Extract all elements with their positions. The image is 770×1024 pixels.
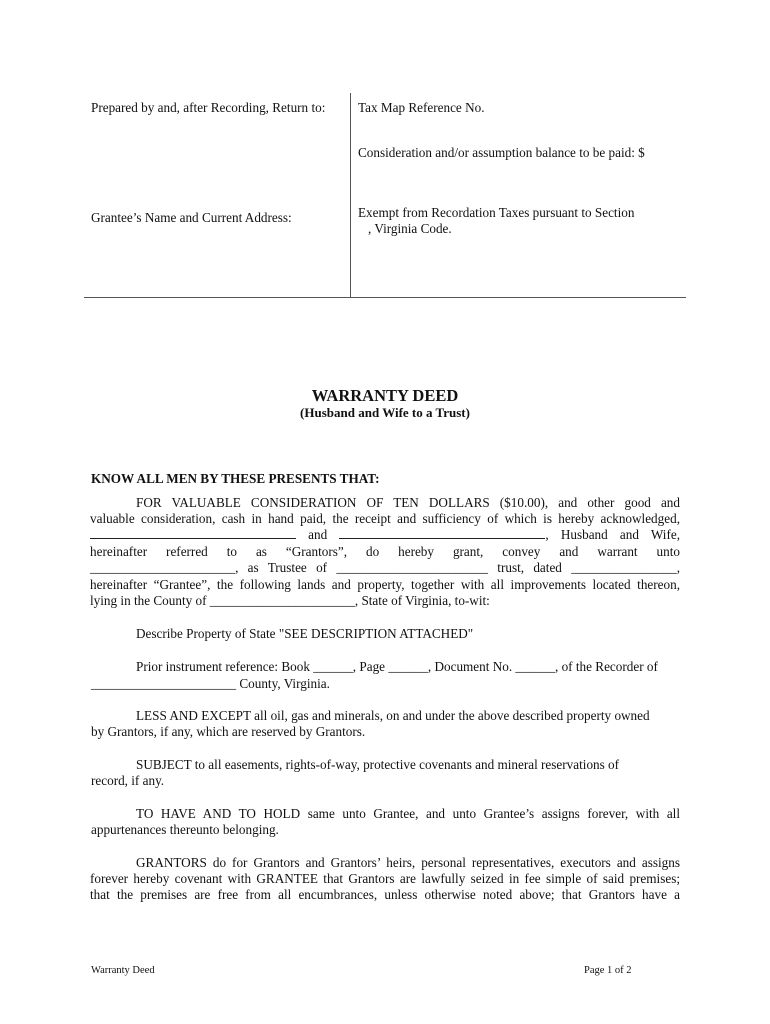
grantors-line3: that the premises are free from all encumbrances, unless otherwise noted above; that Grantors have a	[90, 887, 680, 902]
p1-line3	[90, 527, 680, 543]
to-have-line1: TO HAVE AND TO HOLD same unto Grantee, and unto Grantee’s assigns forever, with all	[136, 806, 680, 821]
less-except-line1: LESS AND EXCEPT all oil, gas and minerals, on and under the above described property owned	[136, 708, 650, 723]
footer-title: Warranty Deed	[91, 965, 155, 976]
describe-property: Describe Property of State "SEE DESCRIPTION ATTACHED"	[136, 626, 474, 641]
p1-line4: hereinafter referred to as “Grantors”, do hereby grant, convey and warrant unto	[90, 544, 680, 559]
p1-line7: lying in the County of ______________________, State of Virginia, to-wit:	[90, 593, 490, 608]
consideration-label: Consideration and/or assumption balance to be paid: $	[358, 145, 645, 160]
p1-line6: hereinafter “Grantee”, the following lands and property, together with all improvements located thereon,	[90, 577, 680, 592]
p1-line2: valuable consideration, cash in hand paid, the receipt and sufficiency of which is hereby acknowledged,	[90, 511, 680, 526]
exempt-label-line2: , Virginia Code.	[368, 221, 452, 236]
grantor1-blank[interactable]	[90, 527, 296, 539]
tax-map-label: Tax Map Reference No.	[358, 100, 485, 115]
prepared-by-label: Prepared by and, after Recording, Return to:	[91, 100, 326, 115]
subject-line2: record, if any.	[91, 773, 165, 788]
prior-reference-line2: ______________________ County, Virginia.	[91, 676, 330, 691]
to-have-line2: appurtenances thereunto belonging.	[91, 822, 279, 837]
know-all-men-heading: KNOW ALL MEN BY THESE PRESENTS THAT:	[91, 471, 380, 486]
grantors-line2: forever hereby covenant with GRANTEE that Grantors are lawfully seized in fee simple of said premises;	[90, 871, 680, 886]
deed-subtitle: (Husband and Wife to a Trust)	[300, 405, 470, 420]
footer-page-number: Page 1 of 2	[584, 965, 632, 976]
less-except-line2: by Grantors, if any, which are reserved by Grantors.	[91, 724, 366, 739]
p1-husband-wife: , Husband and Wife,	[545, 527, 681, 542]
header-divider-horizontal	[84, 297, 686, 298]
prior-reference-line1: Prior instrument reference: Book ______, Page ______, Document No. ______, of the Recorder of	[136, 659, 658, 674]
p1-line1: FOR VALUABLE CONSIDERATION OF TEN DOLLARS ($10.00), and other good and	[136, 495, 680, 510]
grantors-line1: GRANTORS do for Grantors and Grantors’ heirs, personal representatives, executors and assigns	[136, 855, 680, 870]
header-divider-vertical	[350, 93, 351, 298]
grantee-address-label: Grantee’s Name and Current Address:	[91, 210, 292, 225]
grantor2-blank[interactable]	[339, 527, 545, 539]
deed-title: WARRANTY DEED	[311, 386, 459, 405]
exempt-label-line1: Exempt from Recordation Taxes pursuant to Section	[358, 205, 635, 220]
p1-line5: ______________________, as Trustee of _______________________ trust, dated ________________,	[90, 560, 680, 575]
p1-and: and	[308, 527, 328, 542]
subject-line1: SUBJECT to all easements, rights-of-way, protective covenants and mineral reservations of	[136, 757, 620, 772]
